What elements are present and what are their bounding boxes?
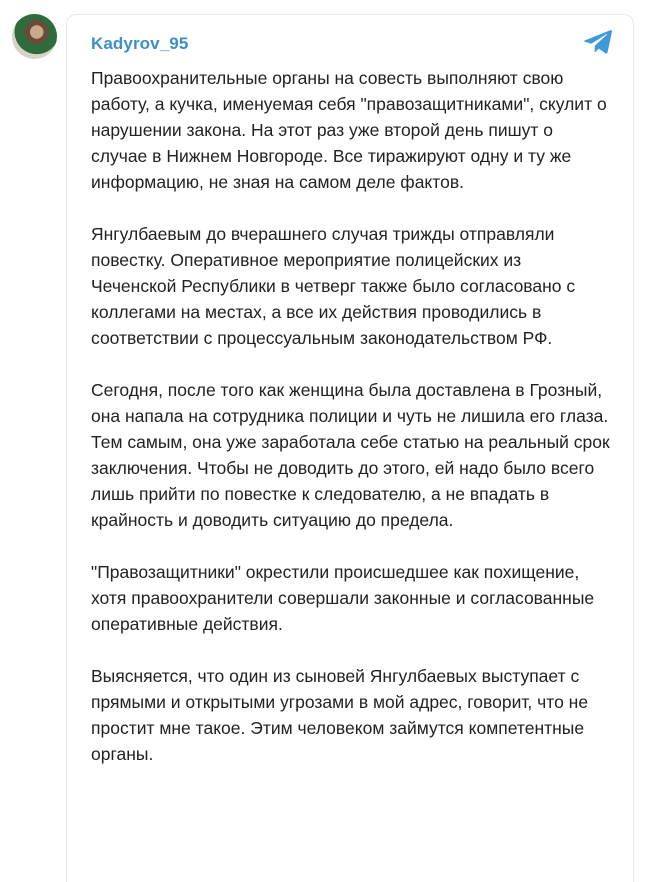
avatar[interactable]	[12, 14, 57, 59]
post-paragraph: Выясняется, что один из сыновей Янгулбаевых выступает с прямыми и открытыми угрозами в мой адрес, говорит, что не простит мне такое. Этим человеком займутся компетентные органы.	[91, 666, 589, 764]
post-paragraph: "Правозащитники" окрестили происшедшее как похищение, хотя правоохранители совершали законные и согласованные оперативные действия.	[91, 562, 595, 634]
post-card	[66, 14, 634, 882]
post-paragraph: Правоохранительные органы на совесть выполняют свою работу, а кучка, именуемая себя "правозащитниками", скулит о нарушении закона. На этот раз уже второй день пишут о случае в Нижнем Новгороде. Все тиражируют одну и ту же информацию, не зная на самом деле фактов.	[91, 68, 607, 192]
author-name[interactable]: Kadyrov_95	[91, 34, 189, 53]
post-text	[91, 65, 611, 793]
post-paragraph: Сегодня, после того как женщина была доставлена в Грозный, она напала на сотрудника полиции и чуть не лишила его глаза. Тем самым, она уже заработала себе статью на реальный срок заключения. Чтобы не доводить до этого, ей надо было всего лишь прийти по повестке к следователю, а не впадать в крайность и доводить ситуацию до предела.	[91, 380, 610, 530]
telegram-icon[interactable]	[583, 29, 613, 55]
post-paragraph: Янгулбаевым до вчерашнего случая трижды отправляли повестку. Оперативное мероприятие полицейских из Чеченской Республики в четверг также было согласовано с коллегами на местах, а все их действия проводились в соответствии с процессуальным законодательством РФ.	[91, 224, 576, 348]
